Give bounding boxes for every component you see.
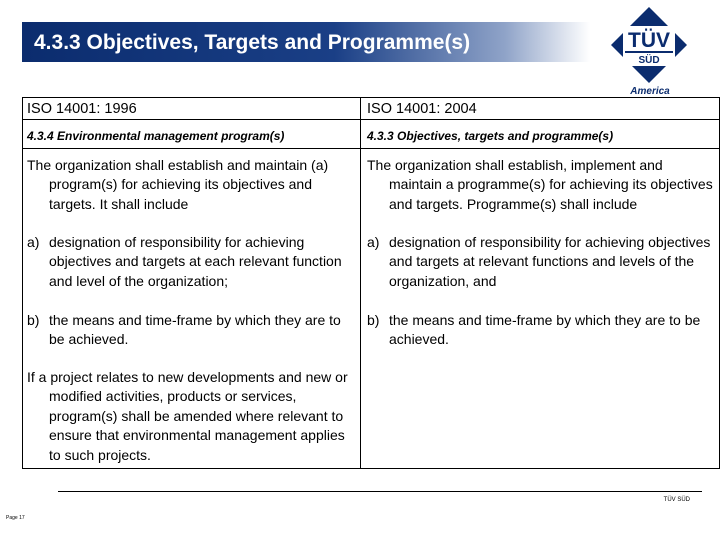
right-intro: The organization shall establish, implement and maintain a programme(s) for achieving its objectives and targets. Programme(s) shall include xyxy=(367,157,713,212)
right-item-a-marker: a) xyxy=(367,234,380,250)
comparison-table xyxy=(22,97,720,469)
tuv-sud-logo xyxy=(610,6,688,84)
right-item-b-marker: b) xyxy=(367,312,380,328)
footer-brand: TÜV SÜD xyxy=(663,497,690,503)
left-closing: If a project relates to new developments and new or modified activities, products or services, program(s) shall be amended where relevant to ensure that environmental management applies to such projects. xyxy=(27,369,348,463)
right-item-a xyxy=(367,233,715,291)
left-item-a xyxy=(27,233,357,291)
left-intro: The organization shall establish and maintain (a) program(s) for achieving its objectives and targets. It shall include xyxy=(27,157,329,212)
column-divider xyxy=(360,98,361,468)
svg-text:TÜV: TÜV xyxy=(628,29,670,52)
left-item-b xyxy=(27,311,357,350)
left-heading: ISO 14001: 1996 xyxy=(27,101,137,117)
page-number: Page 17 xyxy=(6,515,25,521)
slide-title: 4.3.3 Objectives, Targets and Programme(s) xyxy=(34,31,471,54)
left-item-b-text: the means and time-frame by which they are to be achieved. xyxy=(49,312,341,348)
right-subheading: 4.3.3 Objectives, targets and programme(s) xyxy=(367,129,614,143)
left-item-a-text: designation of responsibility for achieving objectives and targets at each relevant function and level of the organization; xyxy=(49,234,342,289)
right-item-a-text: designation of responsibility for achieving objectives and targets at relevant functions and levels of the organization, and xyxy=(389,234,711,289)
right-item-b xyxy=(367,311,715,350)
subheader-divider xyxy=(23,148,719,149)
left-item-a-marker: a) xyxy=(27,234,40,250)
left-item-b-marker: b) xyxy=(27,312,40,328)
right-heading: ISO 14001: 2004 xyxy=(367,101,477,117)
left-subheading: 4.3.4 Environmental management program(s) xyxy=(27,129,285,143)
footer-divider xyxy=(58,491,702,492)
logo-caption: America xyxy=(630,86,670,97)
right-item-b-text: the means and time-frame by which they are to be achieved. xyxy=(389,312,701,348)
svg-text:SÜD: SÜD xyxy=(638,55,660,66)
